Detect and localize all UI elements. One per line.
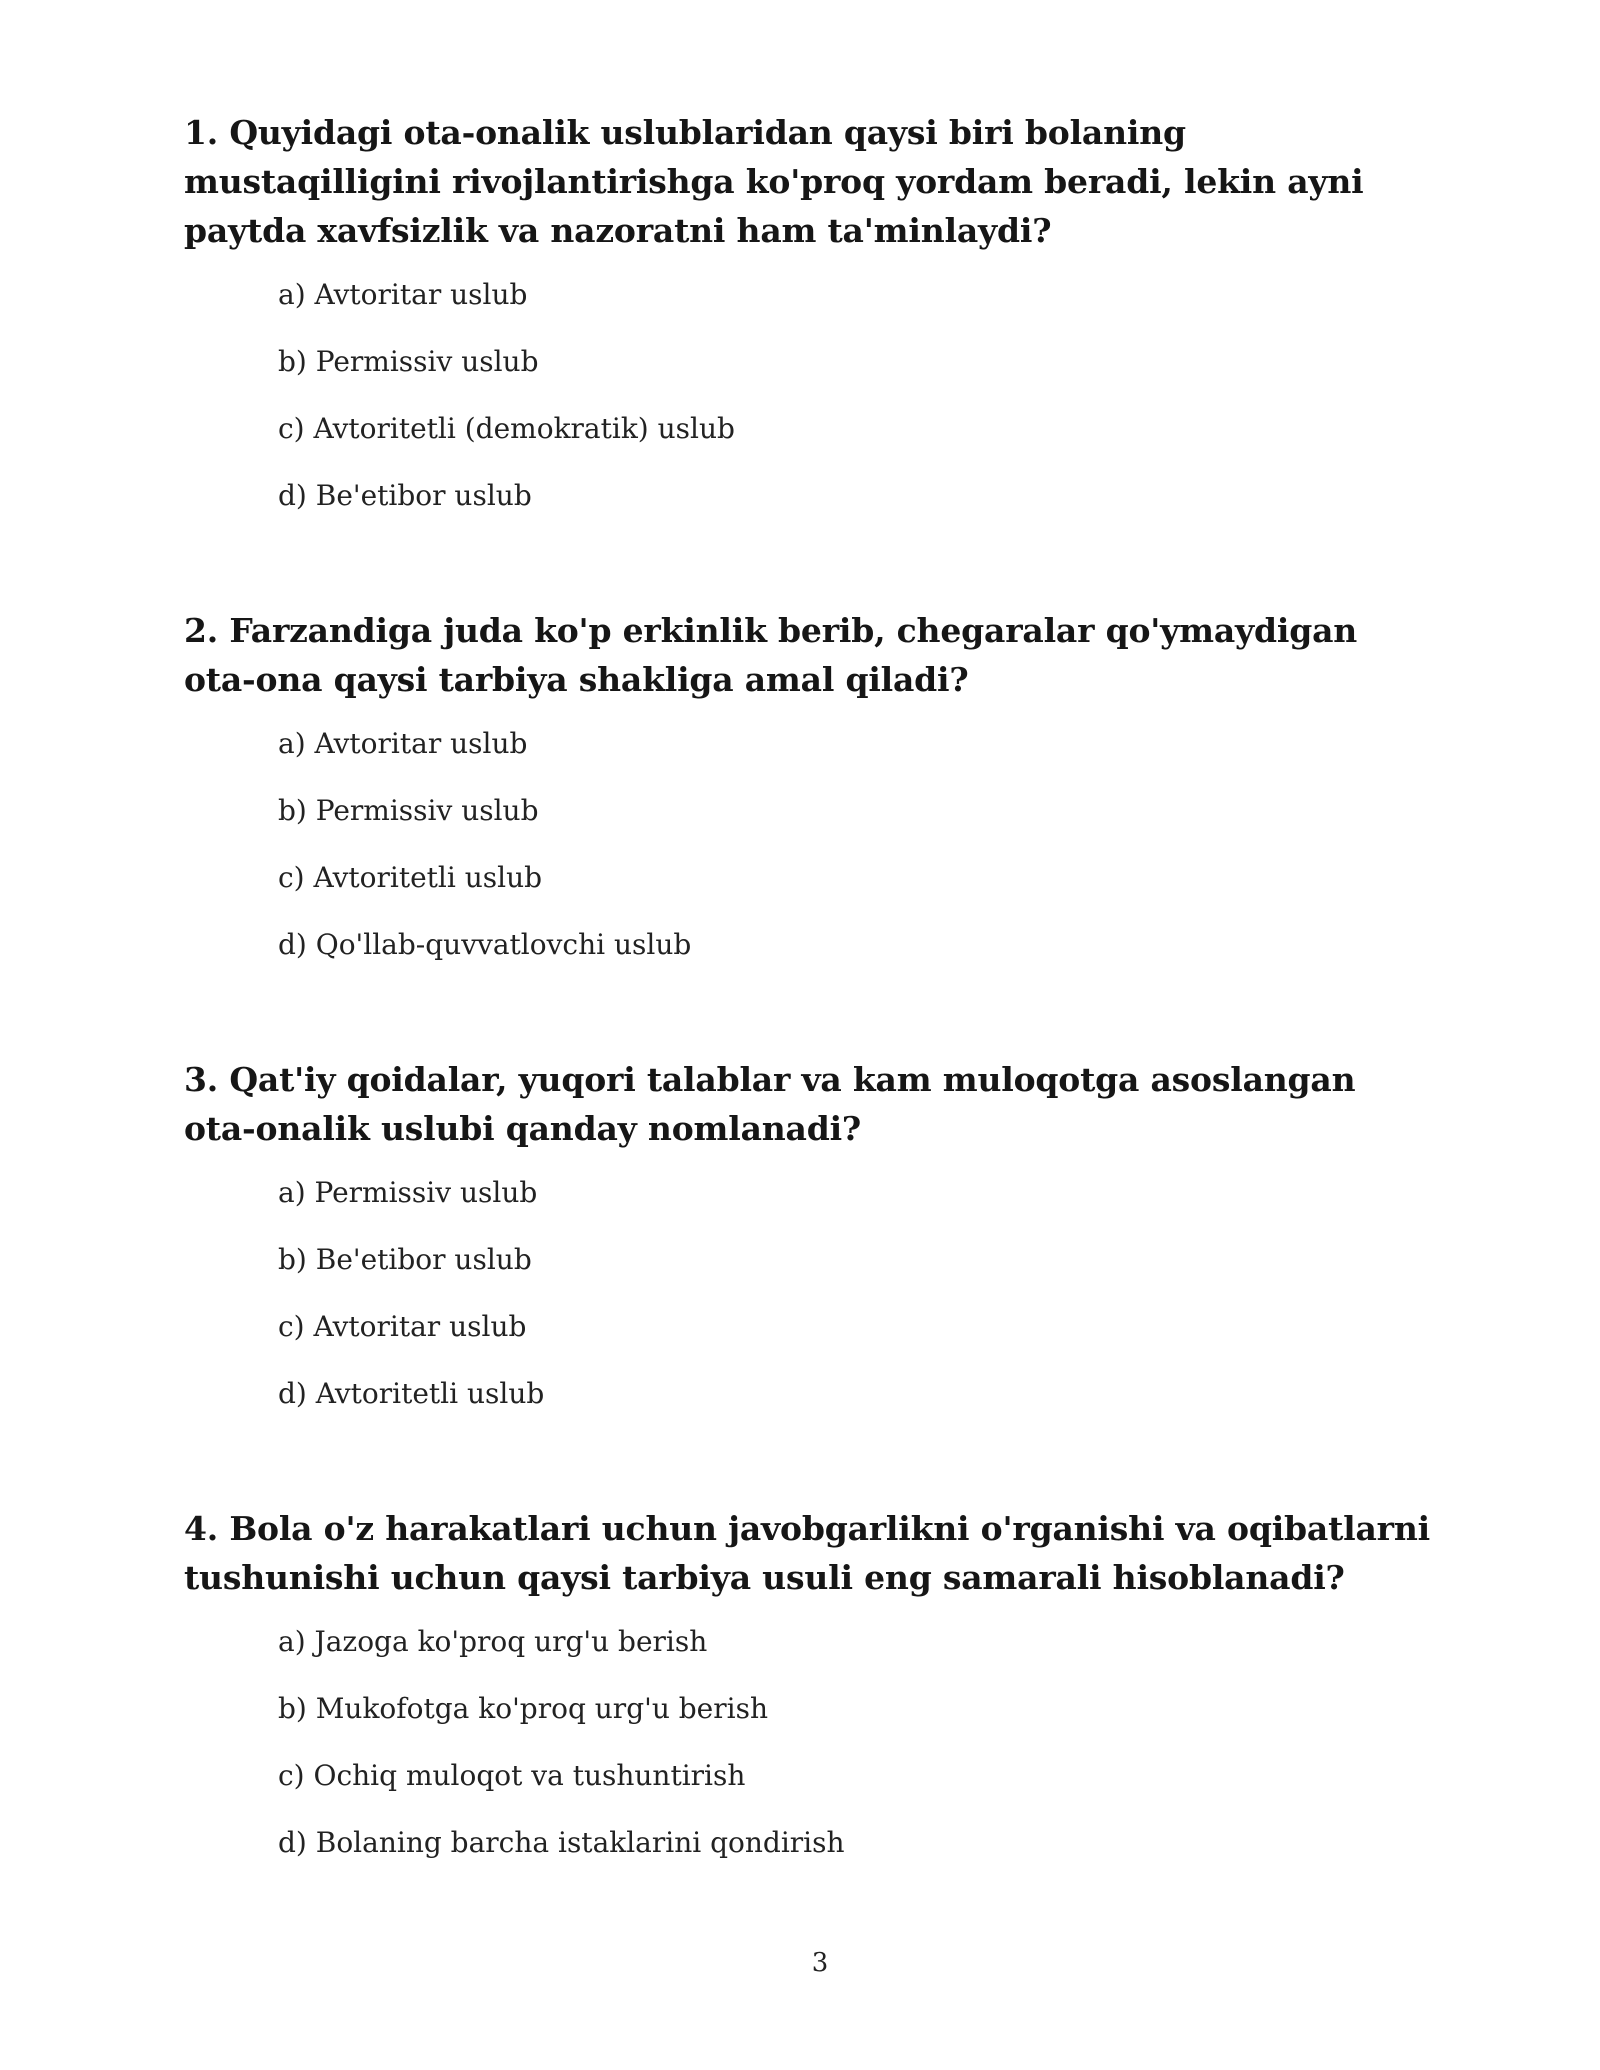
answer-option-d: d) Avtoritetli uslub xyxy=(278,1377,545,1410)
answer-option-a: a) Avtoritar uslub xyxy=(278,727,528,760)
answer-option-c: c) Avtoritetli uslub xyxy=(278,861,543,894)
answer-option-d: d) Qo'llab-quvvatlovchi uslub xyxy=(278,928,692,961)
question-title: 4. Bola o'z harakatlari uchun javobgarlikni o'rganishi va oqibatlarni tushunishi uchun qaysi tarbiya usuli eng samarali hisoblanadi? xyxy=(184,1509,1430,1597)
question-1 xyxy=(184,108,1434,514)
question-3 xyxy=(184,1055,1434,1412)
answer-option-a: a) Avtoritar uslub xyxy=(278,278,528,311)
answer-option-b: b) Be'etibor uslub xyxy=(278,1243,532,1276)
page-number: 3 xyxy=(811,1948,829,1978)
question-title: 2. Farzandiga juda ko'p erkinlik berib, chegaralar qo'ymaydigan ota-ona qaysi tarbiya shakliga amal qiladi? xyxy=(184,611,1358,699)
answer-option-a: a) Jazoga ko'proq urg'u berish xyxy=(278,1625,708,1658)
answer-option-a: a) Permissiv uslub xyxy=(278,1176,538,1209)
question-list xyxy=(184,108,1434,1861)
answer-option-d: d) Be'etibor uslub xyxy=(278,479,532,512)
question-4 xyxy=(184,1504,1434,1861)
answer-options xyxy=(184,1624,1434,1861)
answer-option-c: c) Ochiq muloqot va tushuntirish xyxy=(278,1759,746,1792)
answer-option-c: c) Avtoritetli (demokratik) uslub xyxy=(278,412,735,445)
question-title: 3. Qat'iy qoidalar, yuqori talablar va kam muloqotga asoslangan ota-onalik uslubi qanday nomlanadi? xyxy=(184,1060,1356,1148)
answer-options xyxy=(184,277,1434,514)
question-title: 1. Quyidagi ota-onalik uslublaridan qaysi biri bolaning mustaqilligini rivojlantirishga ko'proq yordam beradi, lekin ayni paytda xavfsizlik va nazoratni ham ta'minlaydi? xyxy=(184,113,1364,250)
question-2 xyxy=(184,606,1434,963)
answer-options xyxy=(184,1175,1434,1412)
answer-option-c: c) Avtoritar uslub xyxy=(278,1310,527,1343)
answer-option-b: b) Mukofotga ko'proq urg'u berish xyxy=(278,1692,768,1725)
answer-option-d: d) Bolaning barcha istaklarini qondirish xyxy=(278,1826,845,1859)
answer-option-b: b) Permissiv uslub xyxy=(278,794,539,827)
answer-options xyxy=(184,726,1434,963)
answer-option-b: b) Permissiv uslub xyxy=(278,345,539,378)
